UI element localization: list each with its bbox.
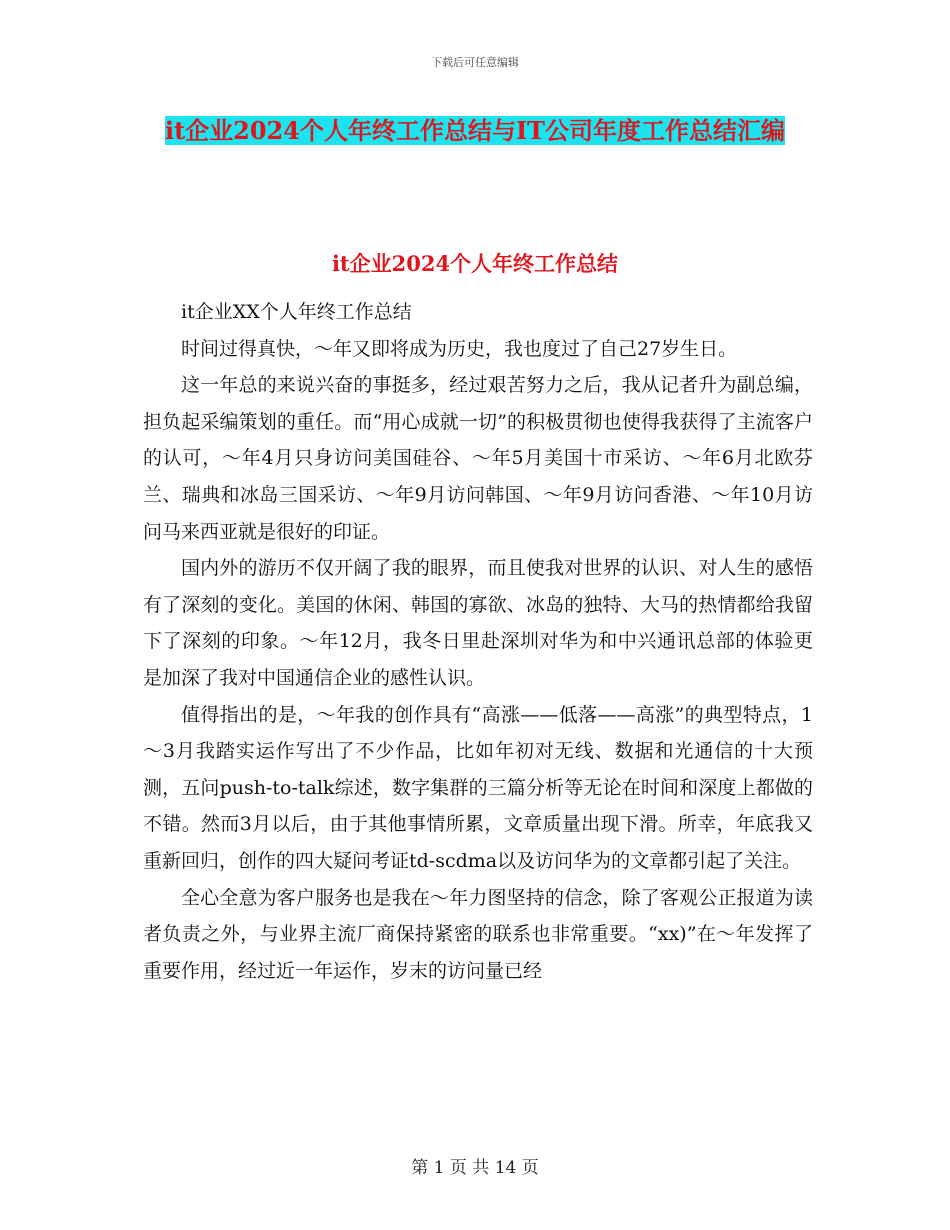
paragraph: it企业XX个人年终工作总结 [181, 301, 412, 323]
document-body [143, 294, 813, 989]
paragraph: 值得指出的是，～年我的创作具有“高涨——低落——高涨”的典型特点，1～3月我踏实运作写出了不少作品，比如年初对无线、数据和光通信的十大预测，五问push-to-talk综述，数字集群的三篇分析等无论在时间和深度上都做的不错。然而3月以后，由于其他事情所累，文章质量出现下滑。所幸，年底我又重新回归，创作的四大疑问考证td-scdma以及访问华为的文章都引起了关注。 [143, 703, 813, 872]
paragraph: 全心全意为客户服务也是我在～年力图坚持的信念，除了客观公正报道为读者负责之外，与业界主流厂商保持紧密的联系也非常重要。“xx)”在～年发挥了重要作用，经过近一年运作，岁末的访问量已经 [143, 886, 813, 982]
document-title [130, 110, 820, 152]
document-title-text: it企业2024个人年终工作总结与IT公司年度工作总结汇编 [164, 116, 786, 145]
paragraph: 国内外的游历不仅开阔了我的眼界，而且使我对世界的认识、对人生的感悟有了深刻的变化。美国的休闲、韩国的寡欲、冰岛的独特、大马的热情都给我留下了深刻的印象。～年12月，我冬日里赴深圳对华为和中兴通讯总部的体验更是加深了我对中国通信企业的感性认识。 [143, 557, 813, 689]
page-number-footer: 第 1 页 共 14 页 [411, 1158, 539, 1178]
paragraph: 时间过得真快，～年又即将成为历史，我也度过了自己27岁生日。 [181, 337, 738, 360]
header-note: 下载后可任意编辑 [431, 56, 519, 69]
paragraph: 这一年总的来说兴奋的事挺多，经过艰苦努力之后，我从记者升为副总编，担负起采编策划的重任。而“用心成就一切”的积极贯彻也使得我获得了主流客户的认可，～年4月只身访问美国硅谷、～年5月美国十市采访、～年6月北欧芬兰、瑞典和冰岛三国采访、～年9月访问韩国、～年9月访问香港、～年10月访问马来西亚就是很好的印证。 [143, 374, 813, 543]
section-title: it企业2024个人年终工作总结 [331, 251, 619, 276]
